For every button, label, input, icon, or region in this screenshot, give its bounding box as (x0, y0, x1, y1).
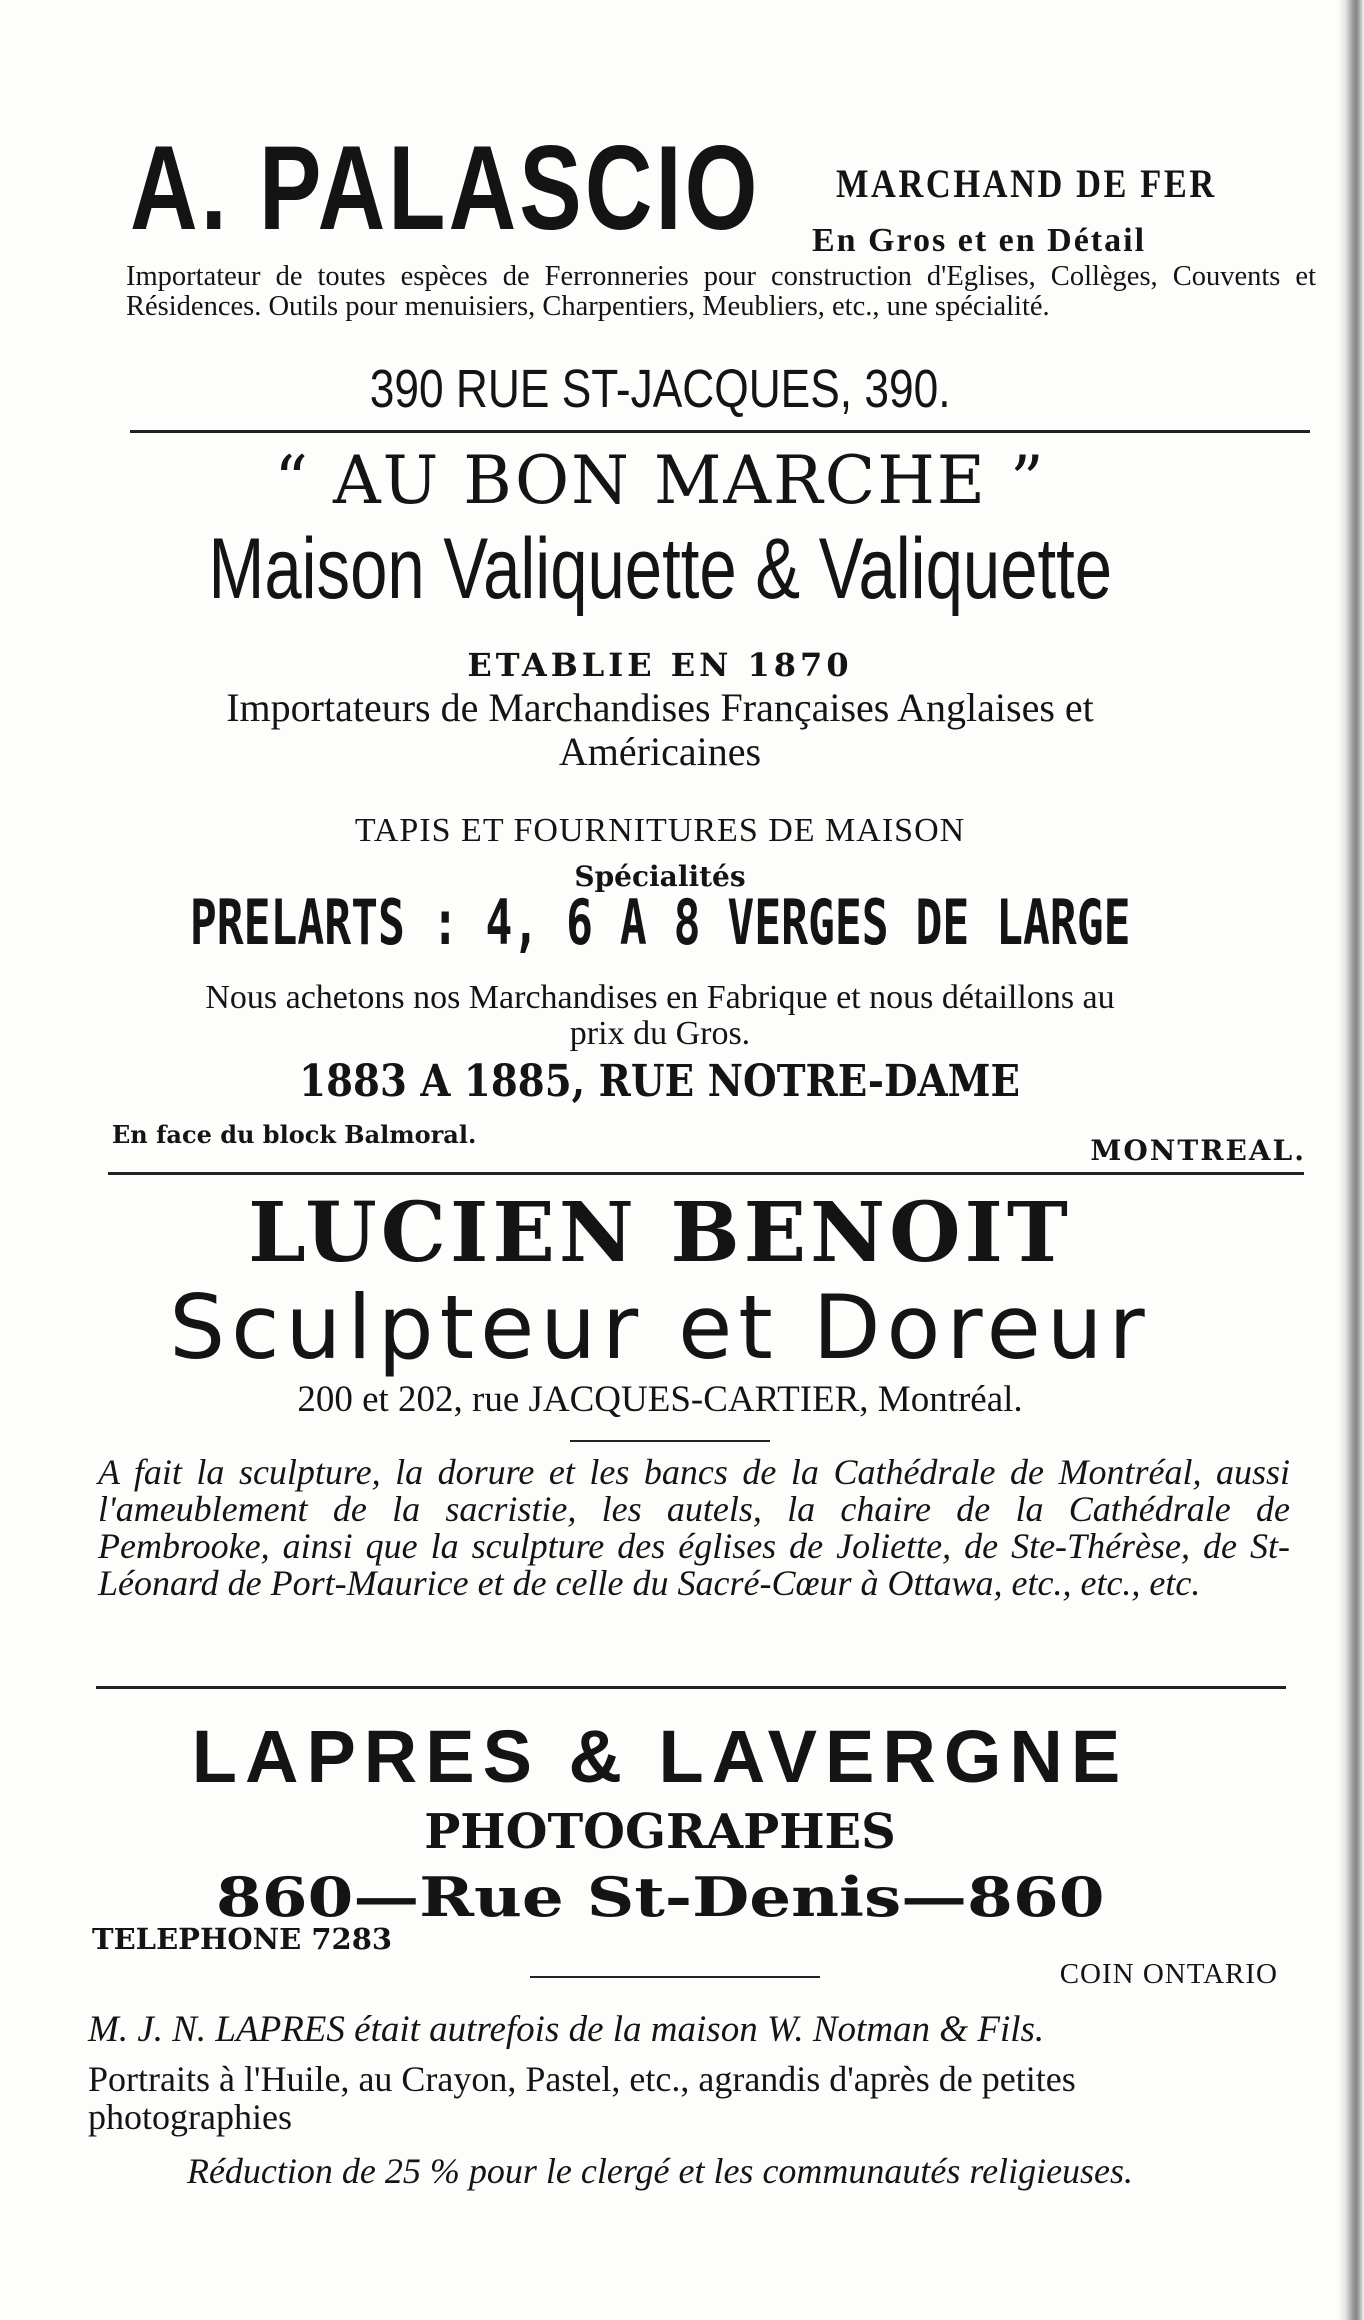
page-binding-edge (1338, 0, 1364, 2320)
lb-trade: Sculpteur et Doreur (169, 1276, 1151, 1379)
palascio-description: Importateur de toutes espèces de Ferronneries pour construction d'Eglises, Collèges, Couvents et Résidences. Outils pour menuisiers, Charpentiers, Meubliers, etc., une spécialité. (126, 261, 1316, 322)
abm-established: ETABLIE EN 1870 (467, 646, 853, 684)
lp-former: M. J. N. LAPRES était autrefois de la maison W. Notman & Fils. (88, 2009, 1045, 2050)
palascio-name: A. PALASCIO (130, 121, 761, 255)
lp-street: 860—Rue St-Denis—860 (215, 1865, 1105, 1929)
lp-reduction: Réduction de 25 % pour le clergé et les communautés religieuses. (186, 2151, 1134, 2191)
lp-name: LAPRES & LAVERGNE (191, 1715, 1129, 1798)
lb-description: A fait la sculpture, la dorure et les bancs de la Cathédrale de Montréal, aussi l'ameublement de la sacristie, les autels, la chaire de la Cathédrale de Pembrooke, ainsi que la sculpture des églises de Joliette, de Ste-Thérèse, de St-Léonard de Port-Maurice et de celle du Sacré-Cœur à Ottawa, etc., etc., etc. (98, 1452, 1290, 1603)
palascio-address-line (0, 359, 1320, 419)
lp-corner: COIN ONTARIO (1059, 1958, 1278, 1990)
lb-address: 200 et 202, rue JACQUES-CARTIER, Montréal. (297, 1379, 1023, 1420)
abm-location: En face du block Balmoral. (112, 1120, 477, 1149)
palascio-trade: MARCHAND DE FER (836, 161, 1217, 206)
abm-house-line (0, 521, 1320, 617)
abm-city: MONTREAL. (1090, 1134, 1306, 1167)
lp-portraits: Portraits à l'Huile, au Crayon, Pastel, etc., agrandis d'après de petites photographies (88, 2059, 1076, 2137)
lp-trade: PHOTOGRAPHES (424, 1804, 896, 1860)
abm-address: 1883 A 1885, RUE NOTRE-DAME (299, 1056, 1021, 1107)
divider (96, 1686, 1286, 1689)
divider (130, 430, 1310, 433)
palascio-subtrade: En Gros et en Détail (812, 222, 1147, 259)
short-divider (530, 1976, 820, 1978)
abm-prelarts-line (0, 886, 1320, 959)
abm-tapis: TAPIS ET FOURNITURES DE MAISON (354, 812, 966, 849)
palascio-address: 390 RUE ST-JACQUES, 390. (369, 359, 951, 419)
abm-house: Maison Valiquette & Valiquette (208, 521, 1112, 617)
abm-buying: Nous achetons nos Marchandises en Fabrique et nous détaillons au prix du Gros. (205, 979, 1115, 1052)
abm-specialties-label: Spécialités (574, 860, 746, 893)
short-divider (570, 1440, 770, 1442)
divider (108, 1172, 1304, 1175)
lb-name: LUCIEN BENOIT (248, 1185, 1072, 1281)
abm-address-line (0, 1056, 1320, 1107)
lp-street-line (0, 1865, 1320, 1929)
lp-telephone: TELEPHONE 7283 (92, 1922, 393, 1956)
abm-prelarts: PRELARTS : 4, 6 A 8 VERGES DE LARGE (189, 886, 1131, 959)
abm-importers: Importateurs de Marchandises Françaises Anglaises et Américaines (226, 685, 1094, 774)
abm-title: “ AU BON MARCHE ” (274, 442, 1046, 519)
